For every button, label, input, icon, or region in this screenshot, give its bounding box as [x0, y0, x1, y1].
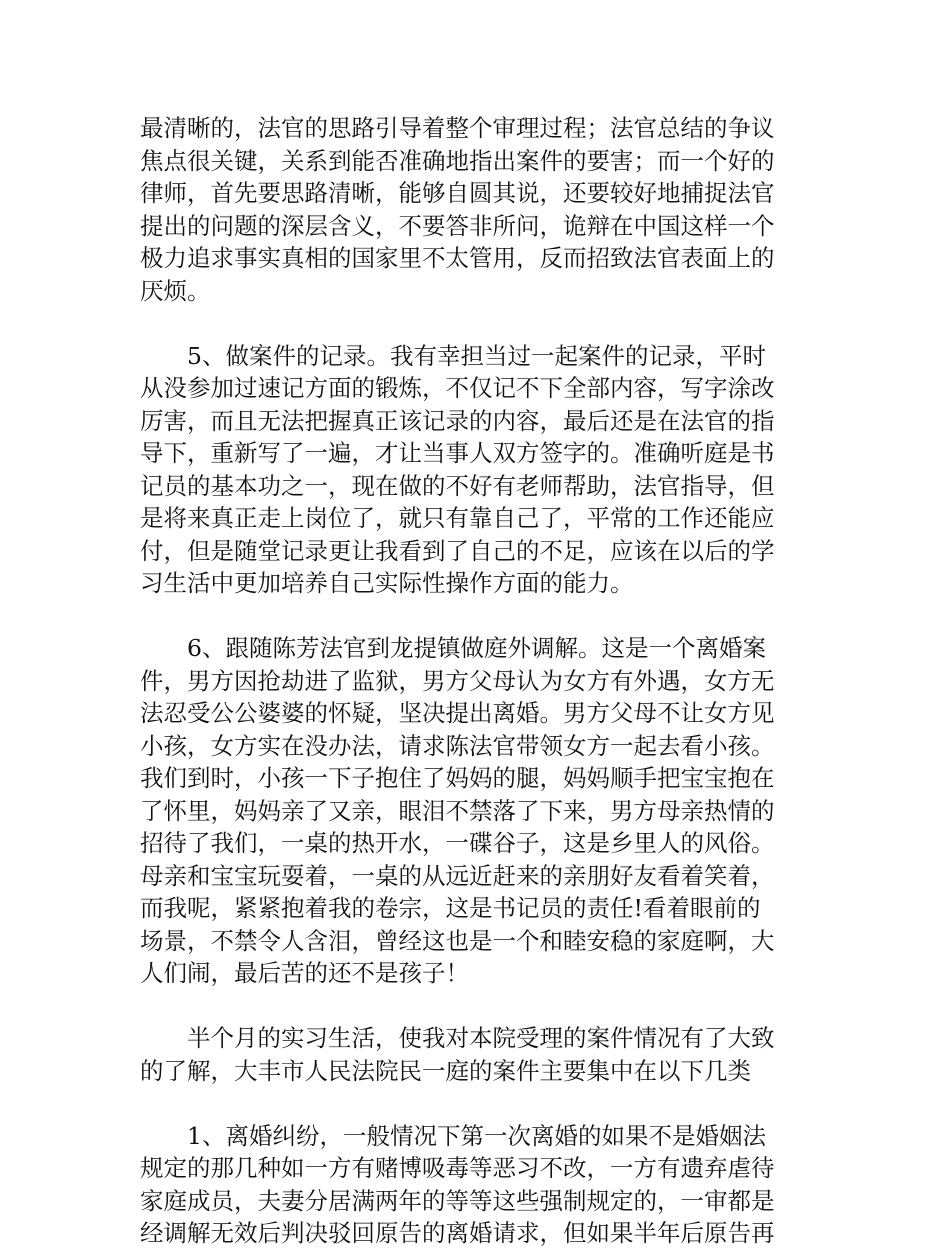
text-line: 从没参加过速记方面的锻炼，不仅记不下全部内容，写字涂改: [140, 374, 775, 402]
paragraph-3: [140, 632, 820, 990]
text-line: 极力追求事实真相的国家里不太管用，反而招致法官表面上的: [140, 244, 775, 272]
text-line: 我们到时，小孩一下子抱住了妈妈的腿，妈妈顺手把宝宝抱在: [140, 764, 775, 792]
paragraph-gap: [140, 1087, 820, 1120]
text-line: 母亲和宝宝玩耍着，一桌的从远近赶来的亲朋好友看着笑着，: [140, 861, 775, 890]
text-line: 法忍受公公婆婆的怀疑，坚决提出离婚。男方父母不让女方见: [140, 699, 775, 727]
text-line: 1、离婚纠纷，一般情况下第一次离婚的如果不是婚姻法: [140, 1121, 766, 1150]
text-line: 提出的问题的深层含义，不要答非所问，诡辩在中国这样一个: [140, 211, 775, 240]
text-line: 习生活中更加培养自己实际性操作方面的能力。: [140, 569, 634, 597]
paragraph-1: [140, 112, 820, 307]
text-line: 记员的基本功之一，现在做的不好有老师帮助，法官指导，但: [140, 471, 775, 500]
text-line: 是将来真正走上岗位了，就只有靠自己了，平常的工作还能应: [140, 504, 775, 532]
paragraph-gap: [140, 990, 820, 1023]
text-line: 而我呢，紧紧抱着我的卷宗，这是书记员的责任!看着眼前的: [140, 894, 761, 922]
paragraph-gap: [140, 600, 820, 633]
text-line: 导下，重新写了一遍，才让当事人双方签字的。准确听庭是书: [140, 439, 775, 467]
text-line: 厌烦。: [140, 276, 211, 305]
text-line: 律师，首先要思路清晰，能够自圆其说，还要较好地捕捉法官: [140, 179, 775, 207]
paragraph-4: [140, 1022, 820, 1087]
text-line: 了怀里，妈妈亲了又亲，眼泪不禁落了下来，男方母亲热情的: [140, 796, 775, 825]
text-line: 5、做案件的记录。我有幸担当过一起案件的记录，平时: [140, 341, 766, 370]
document-body: [140, 112, 820, 1250]
text-line: 场景，不禁令人含泪，曾经这也是一个和睦安稳的家庭啊，大: [140, 926, 775, 955]
text-line: 的了解，大丰市人民法院民一庭的案件主要集中在以下几类: [140, 1056, 751, 1085]
text-line: 焦点很关键，关系到能否准确地指出案件的要害；而一个好的: [140, 146, 775, 175]
text-line: 经调解无效后判决驳回原告的离婚请求，但如果半年后原告再: [140, 1219, 775, 1247]
text-line: 小孩，女方实在没办法，请求陈法官带领女方一起去看小孩。: [140, 731, 775, 760]
text-line: 件，男方因抢劫进了监狱，男方父母认为女方有外遇，女方无: [140, 666, 775, 695]
text-line: 家庭成员，夫妻分居满两年的等等这些强制规定的，一审都是: [140, 1186, 775, 1215]
text-line: 付，但是随堂记录更让我看到了自己的不足，应该在以后的学: [140, 536, 775, 565]
text-line: 半个月的实习生活，使我对本院受理的案件情况有了大致: [140, 1024, 775, 1052]
paragraph-5: [140, 1120, 820, 1250]
paragraph-gap: [140, 307, 820, 340]
text-line: 规定的那几种如一方有赌博吸毒等恶习不改，一方有遗弃虐待: [140, 1154, 775, 1182]
paragraph-2: [140, 340, 820, 600]
text-line: 厉害，而且无法把握真正该记录的内容，最后还是在法官的指: [140, 406, 775, 435]
text-line: 6、跟随陈芳法官到龙提镇做庭外调解。这是一个离婚案: [140, 634, 766, 662]
text-line: 招待了我们，一桌的热开水，一碟谷子，这是乡里人的风俗。: [140, 829, 775, 857]
text-line: 人们闹，最后苦的还不是孩子！: [140, 959, 469, 987]
text-line: 最清晰的，法官的思路引导着整个审理过程；法官总结的争议: [140, 114, 775, 142]
